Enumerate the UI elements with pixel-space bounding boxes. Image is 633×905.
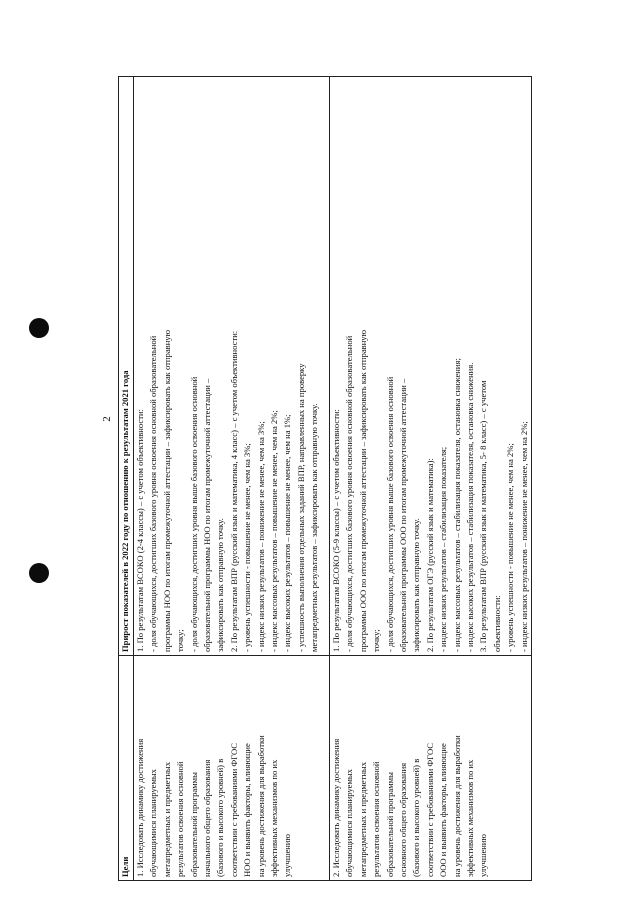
text-line: эффективных механизмов по их	[465, 759, 476, 877]
text-line: программы НОО по итогам промежуточной аттестации – зафиксировать как отправную	[161, 329, 172, 652]
text-line: зафиксировать как отправную точку.	[215, 518, 226, 652]
text-line: основного общего образования	[398, 762, 409, 877]
table-header-row	[119, 77, 134, 881]
text-line: - индекс низких результатов – понижение не менее, чем на 3%;	[255, 421, 266, 652]
text-line: зафиксировать как отправную точку.	[411, 518, 422, 652]
text-line: результатов освоения основной	[175, 761, 186, 877]
text-line: образовательной программы НОО по итогам промежуточной аттестации –	[202, 378, 213, 652]
text-line: - доля обучающихся, достигших уровня выше базового освоения основной	[188, 376, 199, 652]
text-line: - индекс высоких результатов – повышение не менее, чем на 1%;	[282, 414, 293, 652]
text-line: 1. Исследовать динамику достижения	[135, 738, 145, 877]
header-goals: Цели	[119, 656, 134, 881]
text-line: НОО и выявить факторы, влияющие	[242, 743, 253, 877]
text-line: 1. По результатам ВСОКО (2-4 классы) – с учетом объективности:	[135, 409, 145, 652]
text-line: - индекс низких результатов – стабилизация показателя;	[438, 446, 449, 652]
text-line: (базового и высокого уровней) в	[411, 758, 422, 877]
text-line: результатов освоения основной	[371, 761, 382, 877]
text-line: - доля обучающихся, достигших базового уровня освоения основной образовательной	[344, 335, 355, 652]
text-line: метапредметных результатов – зафиксировать как отправную точку.	[309, 403, 320, 652]
page-number: 2	[100, 416, 113, 422]
text-line: эффективных механизмов по их	[269, 759, 280, 877]
punch-hole-bottom	[29, 563, 49, 583]
text-line: соответствии с требованиями ФГОС	[424, 743, 435, 877]
text-line: 2. По результатам ВПР (русский язык и математика, 4 класс) – с учетом объективности:	[228, 330, 239, 652]
text-line: метапредметных и предметных	[357, 761, 368, 877]
goals-table	[118, 76, 532, 881]
text-line: начального общего образования	[202, 759, 213, 877]
text-line: на уровень достижения для выработки	[255, 735, 266, 877]
table-row	[330, 77, 532, 881]
text-line: соответствии с требованиями ФГОС	[228, 743, 239, 877]
rotated-page-content	[118, 76, 529, 881]
text-line: обучающимися планируемых	[148, 769, 159, 877]
table-row	[134, 77, 330, 881]
text-line: улучшению	[282, 834, 293, 877]
text-line: на уровень достижения для выработки	[451, 735, 462, 877]
text-line: программы ООО по итогам промежуточной аттестации – зафиксировать как отправную	[357, 329, 368, 652]
text-line: - доля обучающихся, достигших базового уровня освоения основной образовательной	[148, 335, 159, 652]
text-line: - доля обучающихся, достигших уровня выше базового освоения основной	[384, 376, 395, 652]
text-line: образовательной программы ООО по итогам промежуточной аттестации –	[398, 378, 409, 652]
text-line: объективности:	[491, 595, 502, 652]
text-line: метапредметных и предметных	[161, 761, 172, 877]
indicator-cell	[134, 77, 330, 656]
text-line: - уровень успешности - повышение не менее, чем на 2%;	[505, 443, 516, 652]
text-line: образовательной программы	[384, 772, 395, 877]
text-line: точку;	[175, 629, 186, 652]
text-line: - индекс высоких результатов – стабилизация показателя, остановка снижения.	[465, 362, 476, 652]
goal-cell	[330, 656, 532, 881]
text-line: - индекс низких результатов – понижение не менее, чем на 2%;	[518, 421, 529, 652]
header-growth: Прирост показателей в 2022 году по отношению к результатам 2021 года	[119, 77, 134, 656]
text-line: - индекс массовых результатов – повышение не менее, чем на 2%;	[269, 410, 280, 652]
text-line: - уровень успешности - повышение не менее, чем на 3%;	[242, 443, 253, 652]
text-line: точку;	[371, 629, 382, 652]
text-line: 1. По результатам ВСОКО (5-9 классы) – с учетом объективности:	[331, 409, 341, 652]
text-line: (базового и высокого уровней) в	[215, 758, 226, 877]
text-line: 3. По результатам ВПР (русский язык и математика, 5- 8 класс) – с учетом	[478, 380, 489, 652]
text-line: 2. По результатам ОГЭ (русский язык и математика):	[424, 458, 435, 652]
text-line: - индекс массовых результатов – стабилизация показателя, остановка снижения;	[451, 358, 462, 652]
text-line: ООО и выявить факторы, влияющие	[438, 743, 449, 877]
text-line: образовательной программы	[188, 772, 199, 877]
goal-cell	[134, 656, 330, 881]
text-line: 2. Исследовать динамику достижения	[331, 738, 341, 877]
indicator-cell	[330, 77, 532, 656]
text-line: улучшению	[478, 834, 489, 877]
punch-hole-top	[29, 318, 49, 338]
text-line: обучающимися планируемых	[344, 769, 355, 877]
text-line: - успешность выполнения отдельных заданий ВПР, направленных на проверку	[295, 363, 306, 652]
